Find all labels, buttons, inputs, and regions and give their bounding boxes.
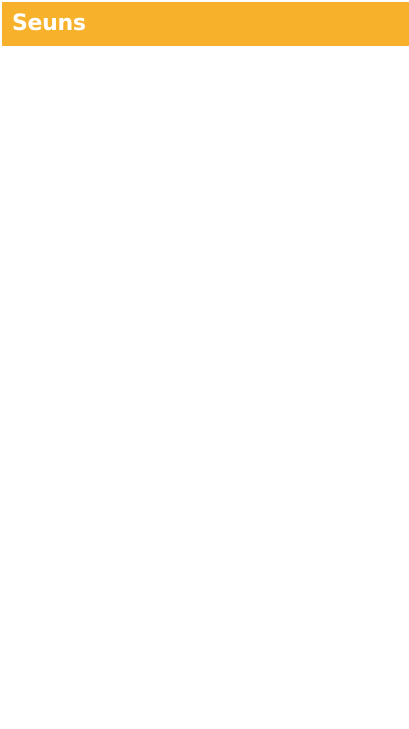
content-area	[0, 46, 409, 729]
app-bar	[2, 2, 409, 46]
page-title: Seuns	[12, 11, 86, 36]
